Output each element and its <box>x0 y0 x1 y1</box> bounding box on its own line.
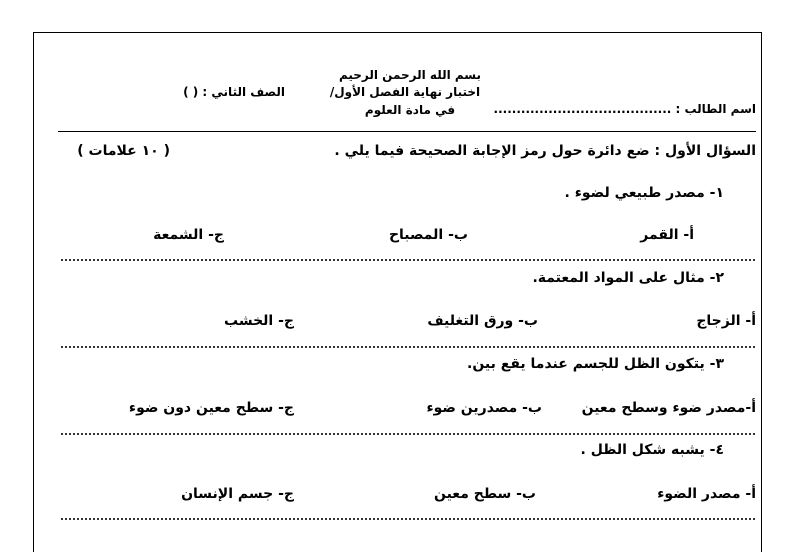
dotted-separator <box>60 259 756 261</box>
question-2: ٢- مثال على المواد المعتمة. <box>532 270 724 286</box>
q4-option-b[interactable]: ب- سطح معين <box>433 486 536 502</box>
q3-option-a[interactable]: أ-مصدر ضوء وسطح معين <box>581 400 756 416</box>
q4-option-a[interactable]: أ- مصدر الضوء <box>657 486 756 502</box>
student-name-field: اسم الطالب : ....................................... <box>493 102 756 116</box>
header-divider <box>58 131 756 132</box>
subject-label: في مادة العلوم <box>364 103 456 117</box>
q4-option-c[interactable]: ج- جسم الإنسان <box>181 486 294 502</box>
section-title: السؤال الأول : ضع دائرة حول رمز الإجابة الصحيحة فيما يلي . <box>334 143 756 159</box>
question-4: ٤- يشبه شكل الظل . <box>580 442 724 458</box>
q3-option-b[interactable]: ب- مصدرين ضوء <box>426 400 542 416</box>
exam-title: اختبار نهاية الفصل الأول/ <box>329 85 481 99</box>
q1-option-a[interactable]: أ- القمر <box>640 227 694 243</box>
q1-option-c[interactable]: ج- الشمعة <box>153 227 224 243</box>
question-1: ١- مصدر طبيعي لضوء . <box>564 185 724 201</box>
basmala: بسم الله الرحمن الرحيم <box>338 68 482 82</box>
dotted-separator <box>60 346 756 348</box>
dotted-separator <box>60 518 756 520</box>
q1-option-b[interactable]: ب- المصباح <box>388 227 468 243</box>
q2-option-b[interactable]: ب- ورق التغليف <box>427 313 538 329</box>
q2-option-a[interactable]: أ- الزجاج <box>696 313 756 329</box>
grade-field: الصف الثاني : ( ) <box>183 85 285 99</box>
q2-option-c[interactable]: ج- الخشب <box>224 313 294 329</box>
section-marks: ( ١٠ علامات ) <box>77 143 170 159</box>
dotted-separator <box>60 433 756 435</box>
q3-option-c[interactable]: ج- سطح معين دون ضوء <box>128 400 294 416</box>
question-3: ٣- يتكون الظل للجسم عندما يقع بين. <box>467 356 724 372</box>
